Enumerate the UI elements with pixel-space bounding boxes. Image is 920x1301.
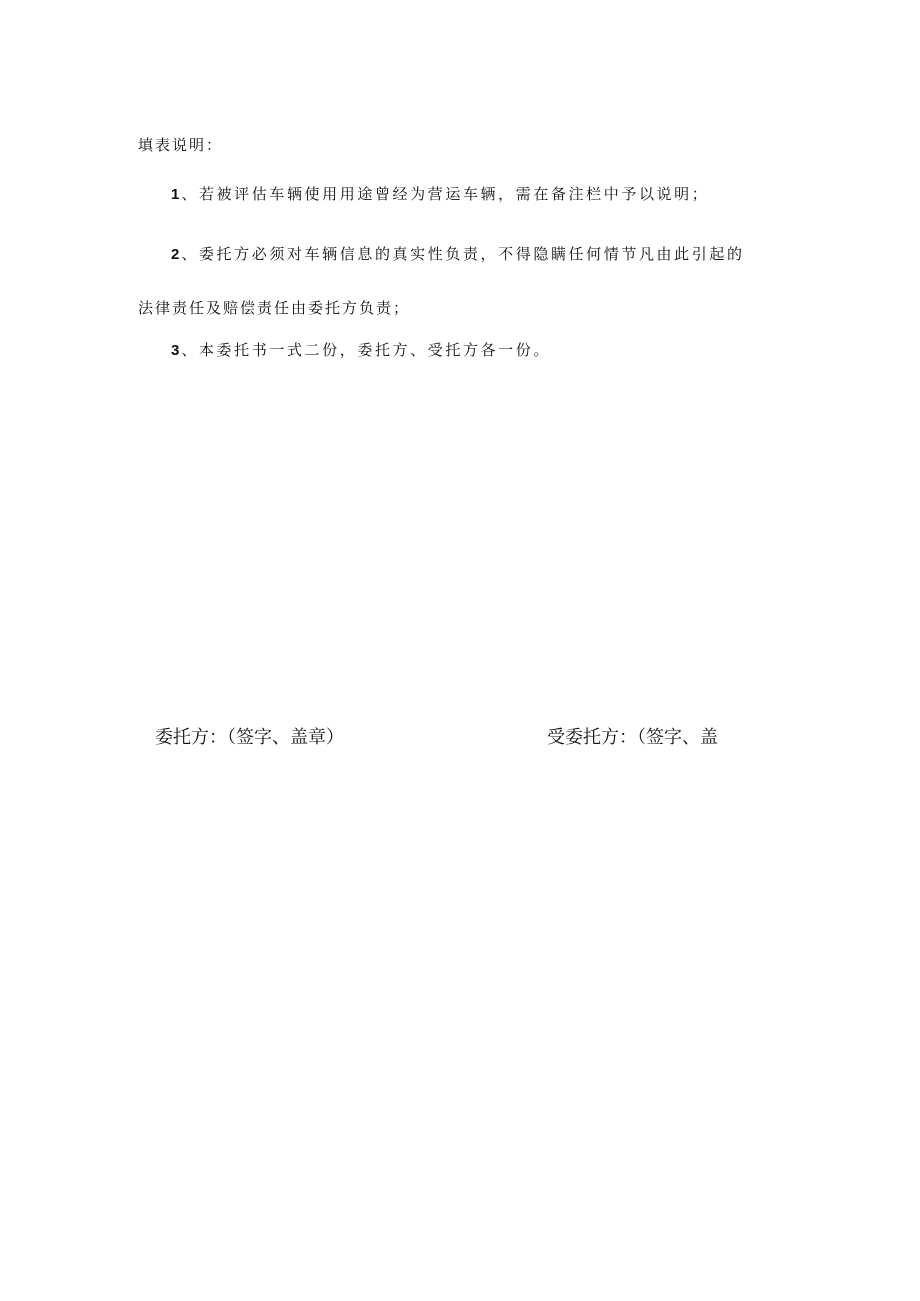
- instructions-heading: 填表说明：: [138, 136, 224, 154]
- instruction-text: 、委托方必须对车辆信息的真实性负责，不得隐瞒任何情节凡由此引起的: [181, 245, 745, 263]
- instruction-number: 3: [171, 342, 180, 359]
- agent-signature-label: 受委托方：（签字、盖: [547, 727, 718, 748]
- instruction-item-2: [171, 243, 745, 264]
- instruction-number: 2: [171, 246, 180, 263]
- instruction-item-3: [171, 339, 551, 360]
- instruction-text: 、若被评估车辆使用用途曾经为营运车辆，需在备注栏中予以说明；: [181, 185, 710, 203]
- instruction-item-1: [171, 183, 709, 204]
- principal-signature-label: 委托方：（签字、盖章）: [155, 727, 344, 748]
- instruction-number: 1: [171, 186, 180, 203]
- instruction-text: 、本委托书一式二份，委托方、受托方各一份。: [181, 341, 551, 359]
- instruction-item-2-continuation: 法律责任及赔偿责任由委托方负责；: [138, 299, 411, 317]
